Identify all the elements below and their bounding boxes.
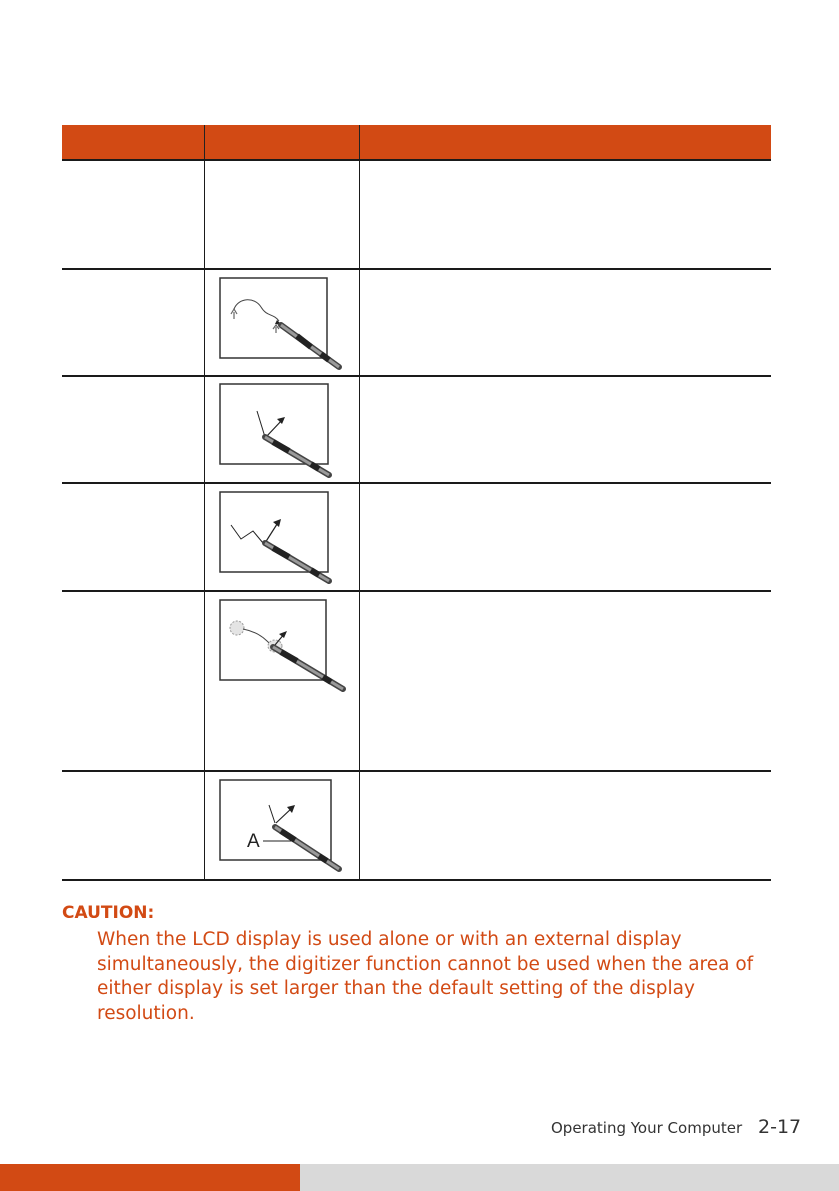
row-divider — [62, 770, 771, 772]
row-divider — [62, 879, 771, 881]
row-divider — [62, 482, 771, 484]
page-number: 2-17 — [758, 1116, 802, 1138]
pen-right-click-illustration — [217, 777, 349, 877]
caution-text: When the LCD display is used alone or with an external display simultaneously, the digitizer function cannot be used when the area of either display is set larger than the default setting of the display resolution. — [97, 929, 754, 1024]
header-divider — [204, 125, 205, 159]
footer-bar-accent — [0, 1164, 300, 1191]
row-divider — [62, 268, 771, 270]
pen-tap-illustration — [217, 381, 349, 481]
footer-bar-gray — [300, 1164, 839, 1191]
header-divider — [359, 125, 360, 159]
pen-hover-move-illustration — [217, 275, 349, 375]
row-divider — [62, 590, 771, 592]
footer-section-title: Operating Your Computer — [551, 1119, 743, 1137]
row-divider — [62, 375, 771, 377]
pen-double-tap-illustration — [217, 489, 349, 589]
table-header — [62, 125, 771, 159]
caution-title: CAUTION: — [62, 903, 155, 923]
header-bottom-rule — [62, 159, 771, 161]
pen-drag-illustration — [217, 597, 349, 697]
button-a-label: A — [247, 831, 260, 852]
